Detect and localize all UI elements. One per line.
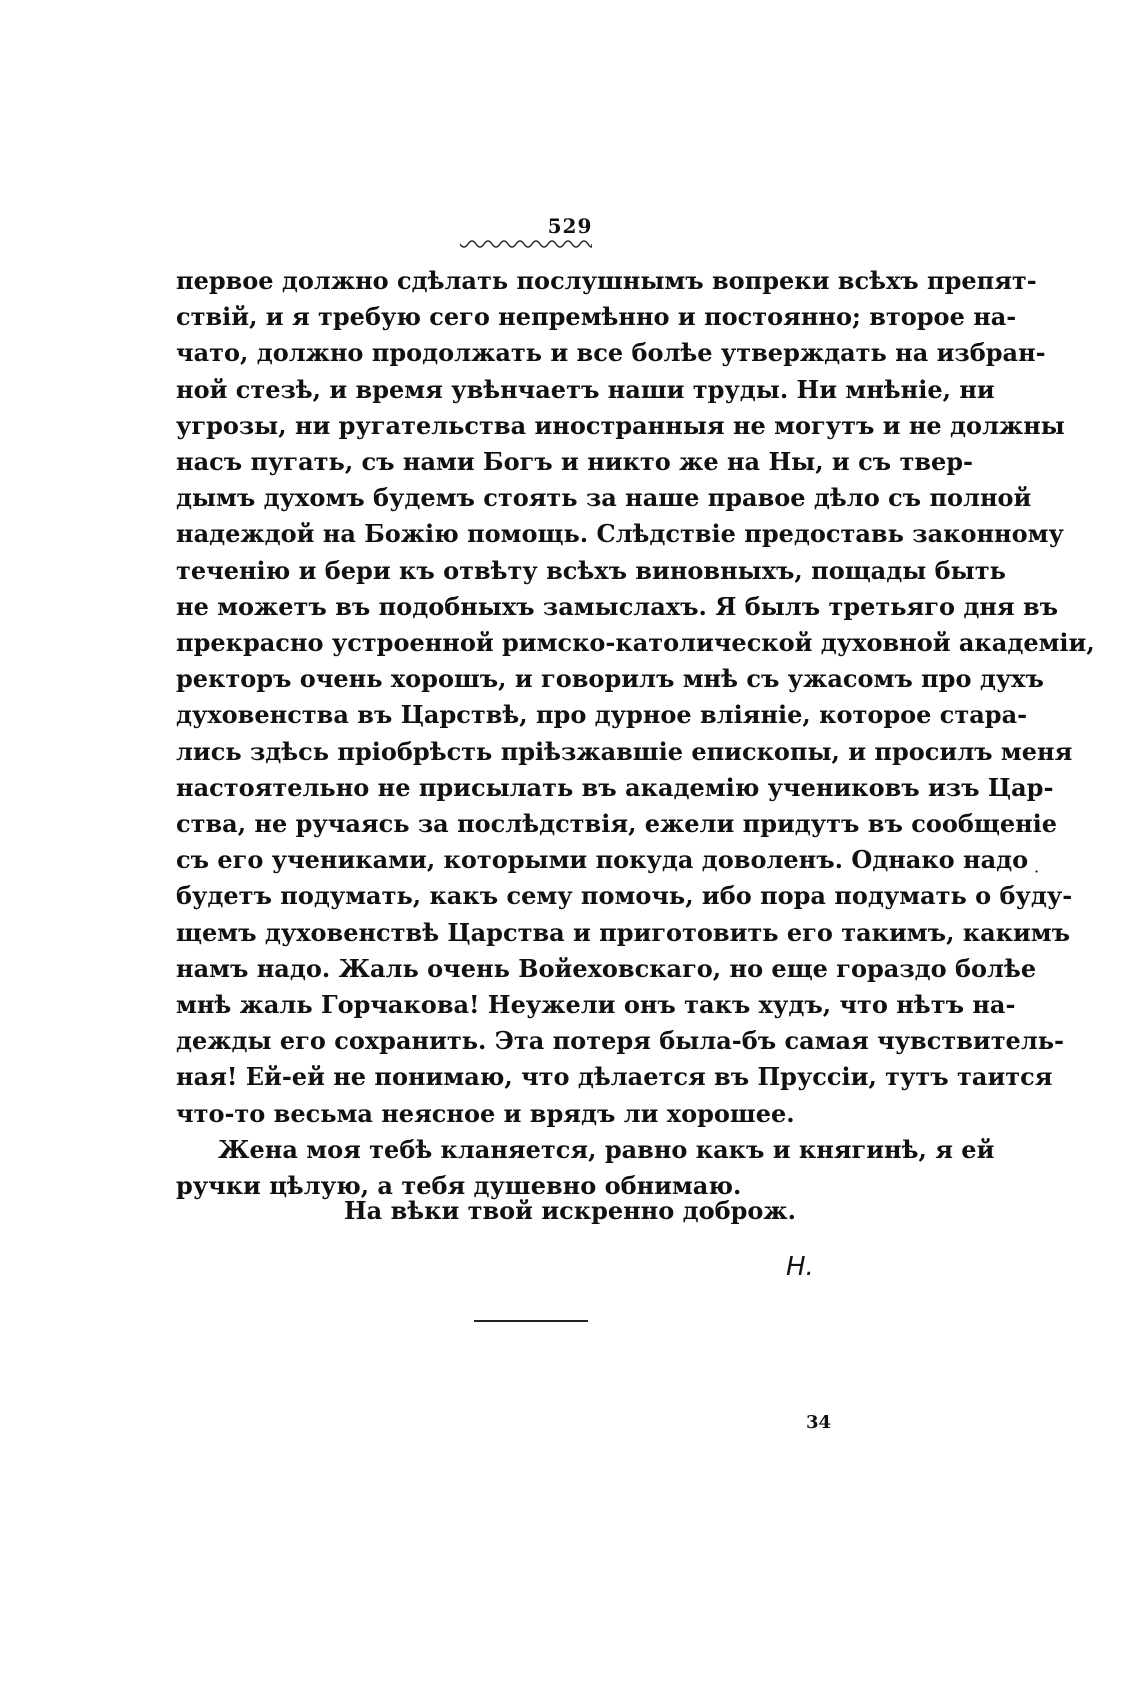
- text-line: теченію и бери къ отвѣту всѣхъ виновныхъ, пощады быть: [176, 555, 1006, 585]
- text-line: дежды его сохранить. Эта потеря была-бъ самая чувствитель-: [176, 1026, 1064, 1056]
- text-line: что-то весьма неясное и врядъ ли хорошее.: [176, 1098, 795, 1128]
- closing-line: На вѣки твой искренно доброж.: [343, 1196, 796, 1225]
- text-line: угрозы, ни ругательства иностранныя не могутъ и не должны: [176, 410, 1065, 440]
- text-line: будетъ подумать, какъ сему помочь, ибо пора подумать о буду-: [176, 881, 1073, 911]
- stray-mark: ·: [1034, 862, 1040, 881]
- text-line: насъ пугать, съ нами Богъ и никто же на Ны, и съ твер-: [176, 447, 974, 477]
- page-number: 529: [547, 214, 593, 238]
- text-line: ная! Ей-ей не понимаю, что дѣлается въ Пруссіи, тутъ таится: [176, 1062, 1053, 1092]
- text-line: щемъ духовенствѣ Царства и приготовить его такимъ, какимъ: [176, 917, 1071, 947]
- text-line: духовенства въ Царствѣ, про дурное вліяніе, которое стара-: [176, 700, 1028, 730]
- text-line: ручки цѣлую, а тебя душевно обнимаю.: [176, 1171, 742, 1201]
- text-line: дымъ духомъ будемъ стоять за наше правое дѣло съ полной: [176, 483, 1032, 513]
- text-line: Жена моя тебѣ кланяется, равно какъ и княгинѣ, я ей: [218, 1134, 995, 1164]
- text-line: ства, не ручаясь за послѣдствія, ежели придутъ въ сообщеніе: [176, 809, 1058, 839]
- ornament-underline: [460, 240, 592, 252]
- text-line: мнѣ жаль Горчакова! Неужели онъ такъ худъ, что нѣтъ на-: [176, 990, 1016, 1020]
- text-line: прекрасно устроенной римско-католической духовной академіи,: [176, 628, 1095, 658]
- text-line: ствій, и я требую сего непремѣнно и постоянно; второе на-: [176, 302, 1017, 332]
- body-text: [176, 263, 1095, 1204]
- text-line: ректоръ очень хорошъ, и говорилъ мнѣ съ ужасомъ про духъ: [176, 664, 1044, 694]
- text-line: чато, должно продолжать и все болѣе утверждать на избран-: [176, 338, 1046, 368]
- text-line: настоятельно не присылать въ академію учениковъ изъ Цар-: [176, 772, 1054, 802]
- text-line: ной стезѣ, и время увѣнчаетъ наши труды. Ни мнѣніе, ни: [176, 374, 995, 404]
- signature: Н.: [786, 1252, 814, 1282]
- text-line: намъ надо. Жаль очень Войеховскаго, но еще гораздо болѣе: [176, 953, 1037, 983]
- text-line: съ его учениками, которыми покуда доволенъ. Однако надо: [176, 845, 1029, 875]
- text-line: надеждой на Божію помощь. Слѣдствіе предоставь законному: [176, 519, 1064, 549]
- signature-mark: 34: [806, 1412, 832, 1433]
- section-rule: [474, 1320, 588, 1322]
- text-line: не можетъ въ подобныхъ замыслахъ. Я былъ третьяго дня въ: [176, 591, 1059, 621]
- text-line: первое должно сдѣлать послушнымъ вопреки всѣхъ препят-: [176, 266, 1037, 295]
- text-line: лись здѣсь пріобрѣсть пріѣзжавшіе епископы, и просилъ меня: [176, 736, 1073, 766]
